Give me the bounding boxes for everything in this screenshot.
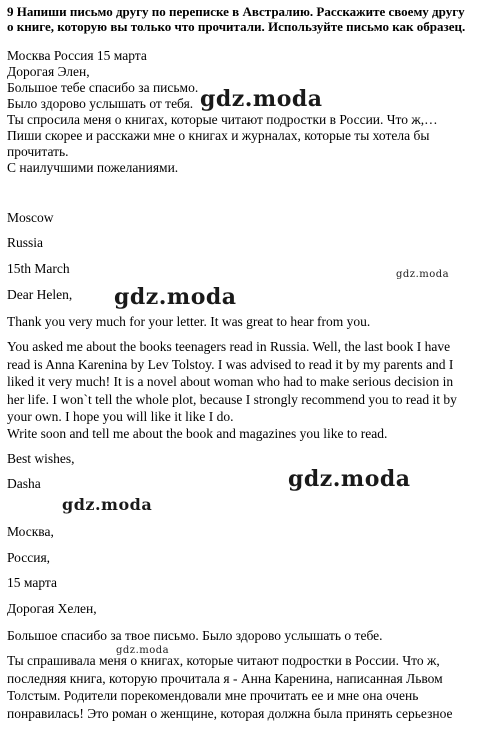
letter-closing: Best wishes,	[7, 451, 75, 466]
watermark-logo: gdz.moda	[288, 466, 411, 492]
intro-line-5: прочитать.	[7, 144, 69, 159]
intro-line-3: Ты спросила меня о книгах, которые читают подростки в России. Что ж,…	[7, 112, 438, 127]
translation-paragraph-2: Ты спрашивала меня о книгах, которые читают подростки в России. Что ж, последняя книга, которую прочитала я - Анна Каренина, написанная Львом Толстым. Родители порекомендовали мне прочитать ее и мне она очень понравилась! Это роман о женщине, которая должна была принять серьезное	[7, 653, 453, 721]
intro-line-4: Пиши скорее и расскажи мне о книгах и журналах, которые ты хотела бы	[7, 128, 430, 143]
intro-line-1: Большое тебе спасибо за письмо.	[7, 80, 199, 95]
translation-city: Москва,	[7, 524, 54, 539]
letter-city: Moscow	[7, 210, 54, 225]
task-heading: 9 Напиши письмо другу по переписке в Австралию. Расскажите своему другу о книге, которую вы только что прочитали. Используйте письмо как образец.	[7, 4, 466, 34]
letter-paragraph-3: Write soon and tell me about the book and magazines you like to read.	[7, 426, 388, 441]
watermark-logo: gdz.moda	[62, 495, 153, 514]
letter-paragraph-2: You asked me about the books teenagers read in Russia. Well, the last book I have read is Anna Karenina by Lev Tolstoy. I was advised to read it by my parents and I liked it very much! It is a novel about woman who had to make serious decision in her life. I won`t tell the whole plot, because I strongly recommend you to read it by your own. I hope you will like it like I do.	[7, 339, 457, 424]
intro-line-2: Было здорово услышать от тебя.	[7, 96, 194, 111]
intro-place-date: Москва Россия 15 марта	[7, 48, 147, 63]
letter-date: 15th March	[7, 261, 70, 276]
translation-greeting: Дорогая Хелен,	[7, 601, 97, 616]
intro-closing: С наилучшими пожеланиями.	[7, 160, 179, 175]
watermark-logo: gdz.moda	[200, 86, 323, 112]
letter-country: Russia	[7, 235, 44, 250]
watermark-logo: gdz.moda	[114, 284, 237, 310]
letter-signature: Dasha	[7, 476, 41, 491]
watermark-logo: gdz.moda	[396, 269, 450, 280]
letter-paragraph-1: Thank you very much for your letter. It was great to hear from you.	[7, 314, 371, 329]
watermark-logo: gdz.moda	[116, 645, 170, 656]
translation-date: 15 марта	[7, 575, 57, 590]
intro-greeting: Дорогая Элен,	[7, 64, 90, 79]
translation-country: Россия,	[7, 550, 51, 565]
letter-greeting: Dear Helen,	[7, 287, 73, 302]
translation-paragraph-1: Большое спасибо за твое письмо. Было здорово услышать о тебе.	[7, 628, 383, 643]
